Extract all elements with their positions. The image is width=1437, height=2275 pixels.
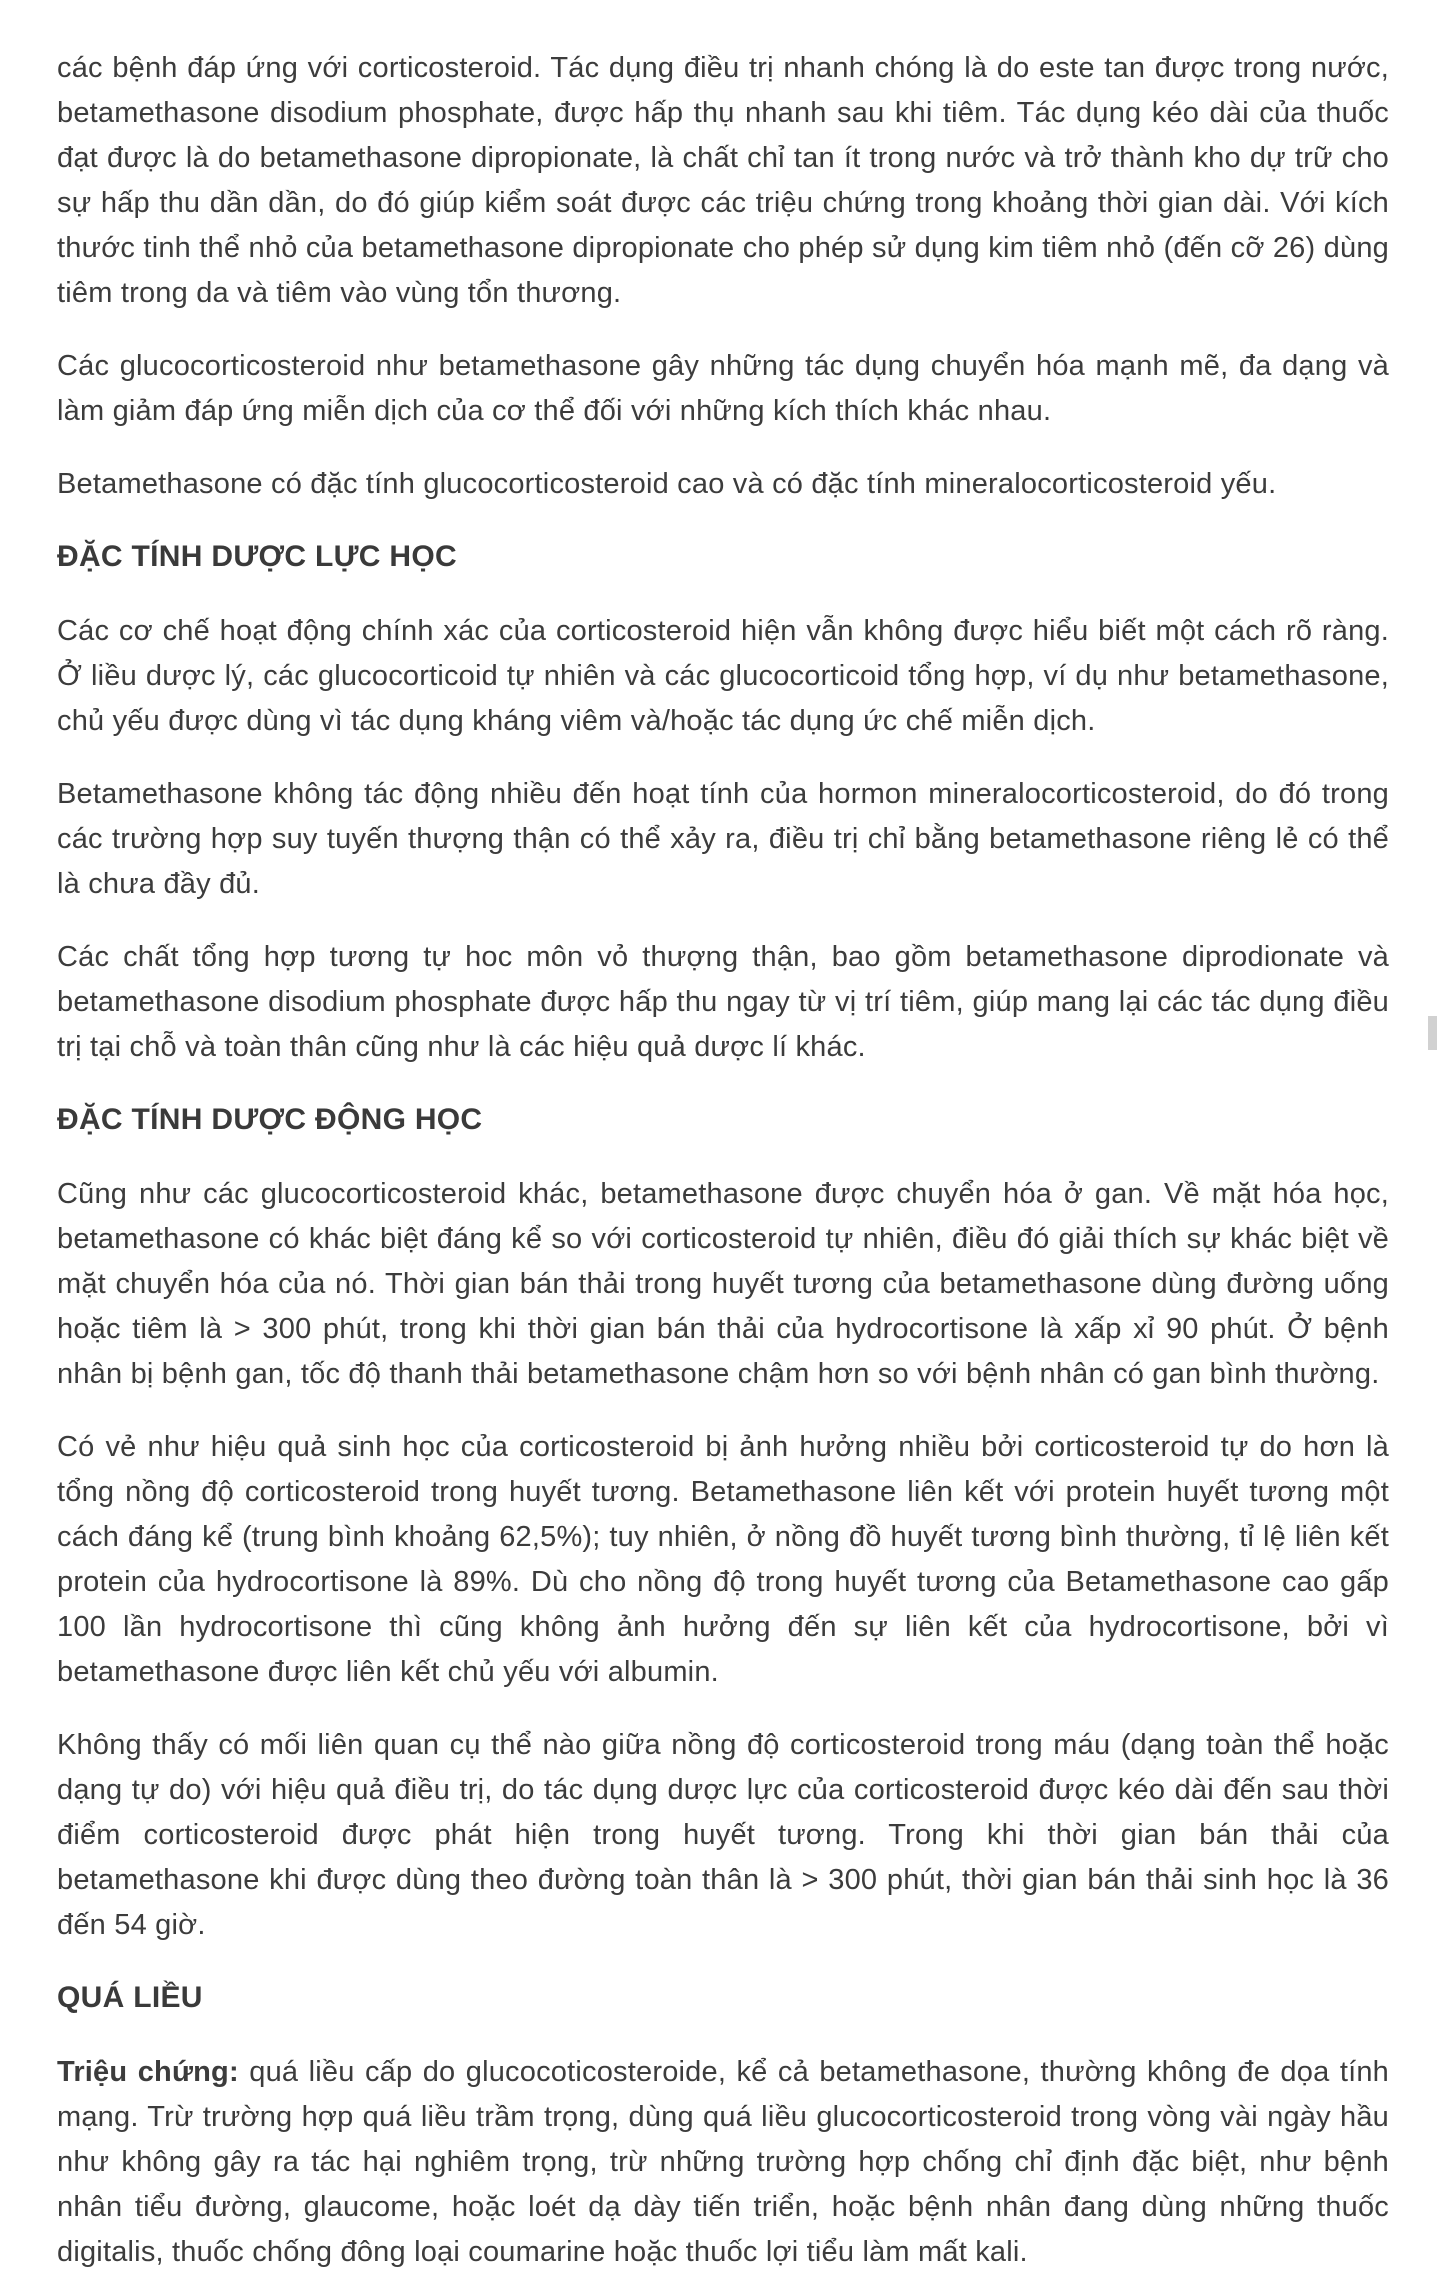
paragraph-glucocorticosteroid-properties: Betamethasone có đặc tính glucocorticosteroid cao và có đặc tính mineralocorticosteroid yếu.: [57, 468, 1277, 500]
document-body: [57, 46, 1389, 2275]
scan-artifact: [1428, 1016, 1437, 1050]
paragraph-synthetic-analogues: Các chất tổng hợp tương tự hoc môn vỏ thượng thận, bao gồm betamethasone diprodionate và betamethasone disodium phosphate được hấp thu ngay từ vị trí tiêm, giúp mang lại các tác dụng điều trị tại chỗ và toàn thân cũng như là các hiệu quả dược lí khác.: [57, 941, 1389, 1063]
paragraph-mechanism-of-action: Các cơ chế hoạt động chính xác của corticosteroid hiện vẫn không được hiểu biết một cách rõ ràng. Ở liều dược lý, các glucocorticoid tự nhiên và các glucocorticoid tổng hợp, ví dụ như betamethasone, chủ yếu được dùng vì tác dụng kháng viêm và/hoặc tác dụng ức chế miễn dịch.: [57, 615, 1389, 737]
paragraph-protein-binding: Có vẻ như hiệu quả sinh học của corticosteroid bị ảnh hưởng nhiều bởi corticosteroid tự do hơn là tổng nồng độ corticosteroid trong huyết tương. Betamethasone liên kết với protein huyết tương một cách đáng kể (trung bình khoảng 62,5%); tuy nhiên, ở nồng đồ huyết tương bình thường, tỉ lệ liên kết protein của hydrocortisone là 89%. Dù cho nồng độ trong huyết tương của Betamethasone cao gấp 100 lần hydrocortisone thì cũng không ảnh hưởng đến sự liên kết của hydrocortisone, bởi vì betamethasone được liên kết chủ yếu với albumin.: [57, 1431, 1389, 1688]
paragraph-continuation-absorption: các bệnh đáp ứng với corticosteroid. Tác dụng điều trị nhanh chóng là do este tan được trong nước, betamethasone disodium phosphate, được hấp thụ nhanh sau khi tiêm. Tác dụng kéo dài của thuốc đạt được là do betamethasone dipropionate, là chất chỉ tan ít trong nước và trở thành kho dự trữ cho sự hấp thu dần dần, do đó giúp kiểm soát được các triệu chứng trong khoảng thời gian dài. Với kích thước tinh thể nhỏ của betamethasone dipropionate cho phép sử dụng kim tiêm nhỏ (đến cỡ 26) dùng tiêm trong da và tiêm vào vùng tổn thương.: [57, 52, 1389, 309]
paragraph-mineralocorticoid-activity: Betamethasone không tác động nhiều đến hoạt tính của hormon mineralocorticosteroid, do đó trong các trường hợp suy tuyến thượng thận có thể xảy ra, điều trị chỉ bằng betamethasone riêng lẻ có thể là chưa đầy đủ.: [57, 778, 1389, 900]
paragraph-hepatic-metabolism: Cũng như các glucocorticosteroid khác, betamethasone được chuyển hóa ở gan. Về mặt hóa học, betamethasone có khác biệt đáng kể so với corticosteroid tự nhiên, điều đó giải thích sự khác biệt về mặt chuyển hóa của nó. Thời gian bán thải trong huyết tương của betamethasone dùng đường uống hoặc tiêm là > 300 phút, trong khi thời gian bán thải của hydrocortisone là xấp xỉ 90 phút. Ở bệnh nhân bị bệnh gan, tốc độ thanh thải betamethasone chậm hơn so với bệnh nhân có gan bình thường.: [57, 1178, 1389, 1390]
section-heading-overdose: QUÁ LIỀU: [57, 1981, 203, 2014]
symptoms-lead-label: Triệu chứng:: [57, 2056, 239, 2088]
section-heading-pharmacokinetics: ĐẶC TÍNH DƯỢC ĐỘNG HỌC: [57, 1103, 483, 1136]
symptoms-body-text: quá liều cấp do glucocoticosteroide, kể cả betamethasone, thường không đe dọa tính mạng. Trừ trường hợp quá liều trầm trọng, dùng quá liều glucocorticosteroid trong vòng vài ngày hầu như không gây ra tác hại nghiêm trọng, trừ những trường hợp chống chỉ định đặc biệt, như bệnh nhân tiểu đường, glaucome, hoặc loét dạ dày tiến triển, hoặc bệnh nhân đang dùng những thuốc digitalis, thuốc chống đông loại coumarine hoặc thuốc lợi tiểu làm mất kali.: [57, 2056, 1389, 2268]
section-heading-pharmacodynamics: ĐẶC TÍNH DƯỢC LỰC HỌC: [57, 540, 457, 573]
paragraph-metabolic-effects: Các glucocorticosteroid như betamethasone gây những tác dụng chuyển hóa mạnh mẽ, đa dạng và làm giảm đáp ứng miễn dịch của cơ thể đối với những kích thích khác nhau.: [57, 350, 1389, 427]
paragraph-plasma-concentration-relation: Không thấy có mối liên quan cụ thể nào giữa nồng độ corticosteroid trong máu (dạng toàn thể hoặc dạng tự do) với hiệu quả điều trị, do tác dụng dược lực của corticosteroid được kéo dài đến sau thời điểm corticosteroid được phát hiện trong huyết tương. Trong khi thời gian bán thải của betamethasone khi được dùng theo đường toàn thân là > 300 phút, thời gian bán thải sinh học là 36 đến 54 giờ.: [57, 1729, 1389, 1941]
paragraph-overdose-symptoms: [57, 2050, 1389, 2275]
